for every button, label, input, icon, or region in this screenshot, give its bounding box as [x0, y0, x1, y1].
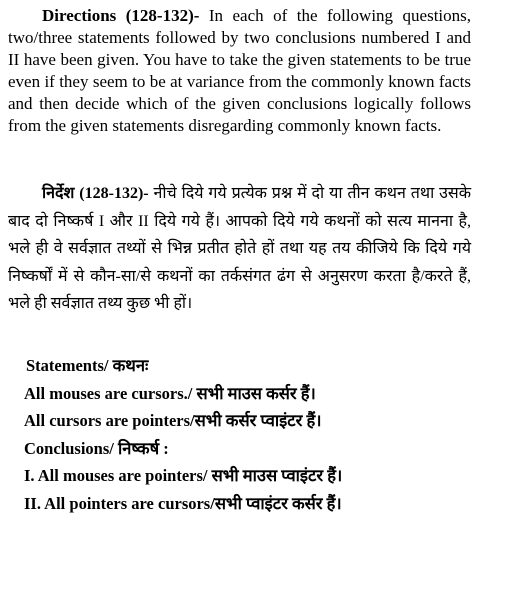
- conclusion-1: I. All mouses are pointers/ सभी माउस प्वाइंटर हैं।: [24, 466, 343, 485]
- english-directions-text: In each of the following questions, two/three statements followed by two conclusions numbered I and II have been given. You have to take the given statements to be true even if they seem to be at variance from the commonly known facts and then decide which of the given conclusions logically follows from the given statements disregarding commonly known facts.: [8, 6, 471, 135]
- statement-1: All mouses are cursors./ सभी माउस कर्सर हैं।: [24, 383, 316, 403]
- question-block: [24, 352, 524, 517]
- conclusion-2: II. All pointers are cursors/सभी प्वाइंटर कर्सर हैं।: [24, 493, 342, 513]
- conclusions-heading: Conclusions/ निष्कर्ष :: [24, 438, 169, 458]
- hindi-directions-label: निर्देश (128-132)-: [42, 185, 149, 202]
- statements-heading: Statements/ कथनः: [26, 356, 149, 375]
- statement-2: All cursors are pointers/सभी कर्सर प्वाइंटर हैं।: [24, 411, 322, 430]
- hindi-directions: [8, 180, 471, 318]
- english-directions: [8, 5, 471, 137]
- english-directions-label: Directions (128-132)-: [42, 6, 200, 25]
- hindi-directions-text: नीचे दिये गये प्रत्येक प्रश्न में दो या तीन कथन तथा उसके बाद दो निष्कर्ष I और II दिये गये हैं। आपको दिये गये कथनों को सत्य मानना है, भले ही वे सर्वज्ञात तथ्यों से भिन्न प्रतीत होते हों तथा यह तय कीजिये कि दिये गये निष्कर्षों में से कौन-सा/से कथनों का तर्कसंगत ढंग से अनुसरण करता है/करते हैं, भले ही सर्वज्ञात तथ्य कुछ भी हों।: [8, 185, 471, 312]
